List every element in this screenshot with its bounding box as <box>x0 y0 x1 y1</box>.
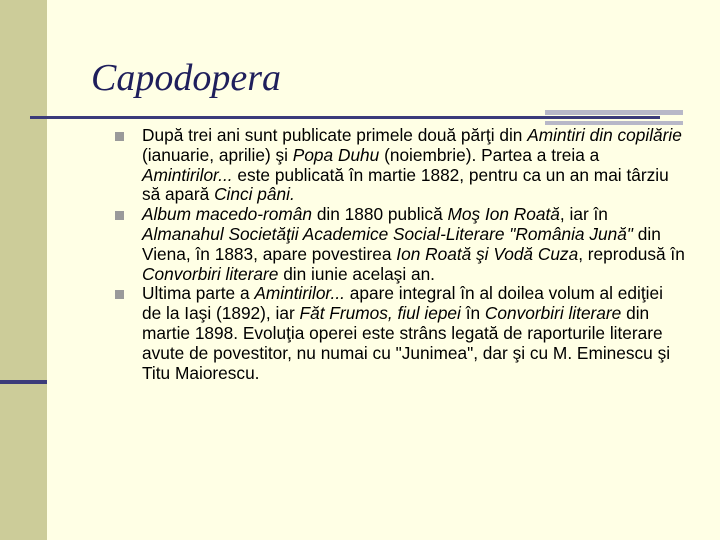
title-rule-shadow <box>545 110 683 115</box>
italic-text-segment: Cinci pâni. <box>214 184 295 205</box>
bullet-item <box>115 284 685 383</box>
title-rule <box>30 116 660 119</box>
side-band-accent <box>0 380 47 384</box>
text-segment: în <box>460 303 485 324</box>
square-bullet-icon <box>115 211 124 220</box>
text-segment: este publicată în martie 1882, pentru ca un an mai târziu să apară <box>142 164 669 205</box>
text-segment: Ultima parte a <box>142 283 255 304</box>
italic-text-segment: Amintirilor... <box>142 164 233 185</box>
bullet-text <box>142 205 685 284</box>
italic-text-segment: Album macedo-român <box>142 204 313 225</box>
slide-title: Capodopera <box>91 57 281 99</box>
square-bullet-icon <box>115 290 124 299</box>
side-band <box>0 0 47 540</box>
italic-text-segment: Amintiri din copilărie <box>527 125 682 145</box>
bullet-text <box>142 126 685 205</box>
bullet-item <box>115 205 685 284</box>
italic-text-segment: Convorbiri literare <box>484 303 622 324</box>
text-segment: (ianuarie, aprilie) şi <box>142 144 293 165</box>
italic-text-segment: Făt Frumos, fiul iepei <box>299 303 461 324</box>
text-segment: , reprodusă în <box>578 243 685 264</box>
bullet-text <box>142 284 685 383</box>
text-segment: din 1880 publică <box>312 204 448 225</box>
text-segment: După trei ani sunt publicate primele două părţi din <box>142 125 528 145</box>
bullet-list <box>115 126 685 383</box>
bullet-item <box>115 126 685 205</box>
text-segment: (noiembrie). Partea a treia a <box>379 144 600 165</box>
text-segment: , iar în <box>559 204 608 225</box>
italic-text-segment: Amintirilor... <box>254 283 345 304</box>
italic-text-segment: Convorbiri literare <box>142 263 279 284</box>
text-segment: din Viena, în 1883, apare povestirea <box>142 223 661 264</box>
italic-text-segment: Almanahul Societăţii Academice Social-Literare "România Jună" <box>142 223 633 244</box>
italic-text-segment: Popa Duhu <box>292 144 380 165</box>
square-bullet-icon <box>115 132 124 141</box>
text-segment: din martie 1898. Evoluţia operei este strâns legată de raporturile literare avute de povestitor, nu numai cu "Junimea", dar şi cu M. Eminescu şi Titu Maiorescu. <box>142 303 671 383</box>
italic-text-segment: Ion Roată şi Vodă Cuza <box>396 243 579 264</box>
italic-text-segment: Moş Ion Roată <box>447 204 560 225</box>
text-segment: din iunie acelaşi an. <box>278 263 435 284</box>
text-segment: apare integral în al doilea volum al ediţiei de la Iaşi (1892), iar <box>142 283 663 324</box>
